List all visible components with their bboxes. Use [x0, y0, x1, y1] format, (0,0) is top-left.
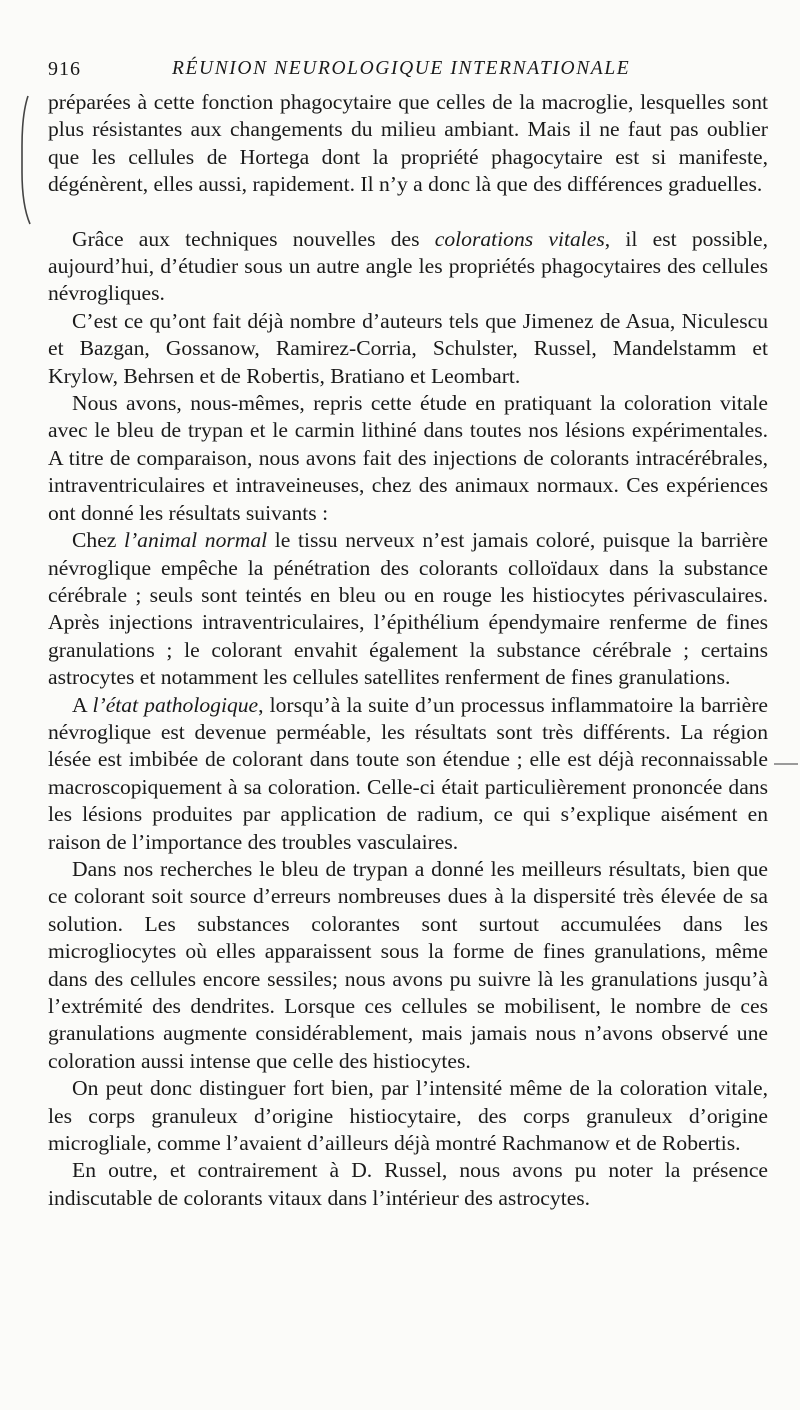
paragraph-6-text-b: , lorsqu’à la suite d’un processus inflammatoire la barrière névroglique est devenue perméable, les résultats sont très différents. La région lésée est imbibée de colorant dans toute son étendue ; elle est déjà reconnaissable macroscopiquement à sa coloration. Celle-ci était particulièrement prononcée dans les lésions produites par application de radium, ce qui s’explique aisément en raison de l’importance des troubles vasculaires.	[48, 692, 768, 854]
paragraph-6	[48, 692, 768, 856]
paragraph-6-italic: l’état pathologique	[92, 692, 259, 717]
paragraph-5	[48, 527, 768, 691]
paragraph-7-text: Dans nos recherches le bleu de trypan a donné les meilleurs résultats, bien que ce colorant soit source d’erreurs nombreuses dues à la dispersité très élevée de sa solution. Les substances colorantes sont surtout accumulées dans les microgliocytes où elles apparaissent sous la forme de fines granulations, même dans des cellules encore sessiles; nous avons pu suivre là les granulations jusqu’à l’extrémité des dendrites. Lorsque ces cellules se mobilisent, le nombre de ces granulations augmente considérablement, mais jamais nous n’avons observé une coloration aussi intense que celle des histiocytes.	[48, 856, 768, 1073]
running-head: RÉUNION NEUROLOGIQUE INTERNATIONALE	[172, 58, 631, 79]
body-text	[48, 89, 768, 1212]
paragraph-9	[48, 1157, 768, 1212]
margin-bracket-mark	[14, 94, 34, 226]
paragraph-5-text-a: Chez	[72, 528, 124, 553]
paragraph-2-text-b: , il est possible, aujourd’hui, d’étudier sous un autre angle les propriétés phagocytaires des cellules névrogliques.	[48, 226, 769, 306]
paragraph-3	[48, 308, 768, 390]
paragraph-5-text-b: le tissu nerveux n’est jamais coloré, puisque la barrière névroglique empêche la pénétration des colorants colloïdaux dans la substance cérébrale ; seuls sont teintés en bleu ou en rouge les histiocytes périvasculaires. Après injections intraventriculaires, l’épithélium épendymaire renferme de fines granulations ; le colorant envahit également la substance cérébrale ; certains astrocytes et notamment les cellules satellites renferment de fines granulations.	[48, 528, 768, 690]
paragraph-4-text: Nous avons, nous-mêmes, repris cette étude en pratiquant la coloration vitale avec le bleu de trypan et le carmin lithiné dans toutes nos lésions expérimentales. A titre de comparaison, nous avons fait des injections de colorants intracérébrales, intraventriculaires et intraveineuses, chez des animaux normaux. Ces expériences ont donné les résultats suivants :	[48, 391, 768, 525]
paragraph-2-italic: colorations vitales	[434, 226, 605, 251]
paragraph-3-text: C’est ce qu’ont fait déjà nombre d’auteurs tels que Jimenez de Asua, Niculescu et Bazgan, Gossanow, Ramirez-Corria, Schulster, Russel, Mandelstamm et Krylow, Behrsen et de Robertis, Bratiano et Leombart.	[48, 308, 768, 388]
paragraph-1	[48, 89, 768, 199]
paragraph-8-text: On peut donc distinguer fort bien, par l’intensité même de la coloration vitale, les corps granuleux d’origine histiocytaire, des corps granuleux d’origine microgliale, comme l’avaient d’ailleurs déjà montré Rachmanow et de Robertis.	[48, 1076, 768, 1156]
paragraph-5-italic: l’animal normal	[123, 528, 268, 553]
paragraph-8	[48, 1075, 768, 1157]
page-header	[0, 58, 800, 82]
paragraph-2-text-a: Grâce aux techniques nouvelles des	[72, 226, 435, 251]
paragraph-6-text-a: A	[72, 692, 93, 717]
paragraph-2	[48, 226, 768, 308]
paragraph-7	[48, 856, 768, 1075]
paragraph-4	[48, 390, 768, 527]
page-number: 916	[48, 58, 81, 80]
paragraph-9-text: En outre, et contrairement à D. Russel, nous avons pu noter la présence indiscutable de colorants vitaux dans l’intérieur des astrocytes.	[48, 1158, 768, 1210]
margin-dash-mark	[774, 763, 798, 765]
paragraph-1-text: préparées à cette fonction phagocytaire que celles de la macroglie, lesquelles sont plus résistantes aux changements du milieu ambiant. Mais il ne faut pas oublier que les cellules de Hortega dont la propriété phagocytaire est si manifeste, dégénèrent, elles aussi, rapidement. Il n’y a donc là que des différences graduelles.	[48, 90, 768, 197]
